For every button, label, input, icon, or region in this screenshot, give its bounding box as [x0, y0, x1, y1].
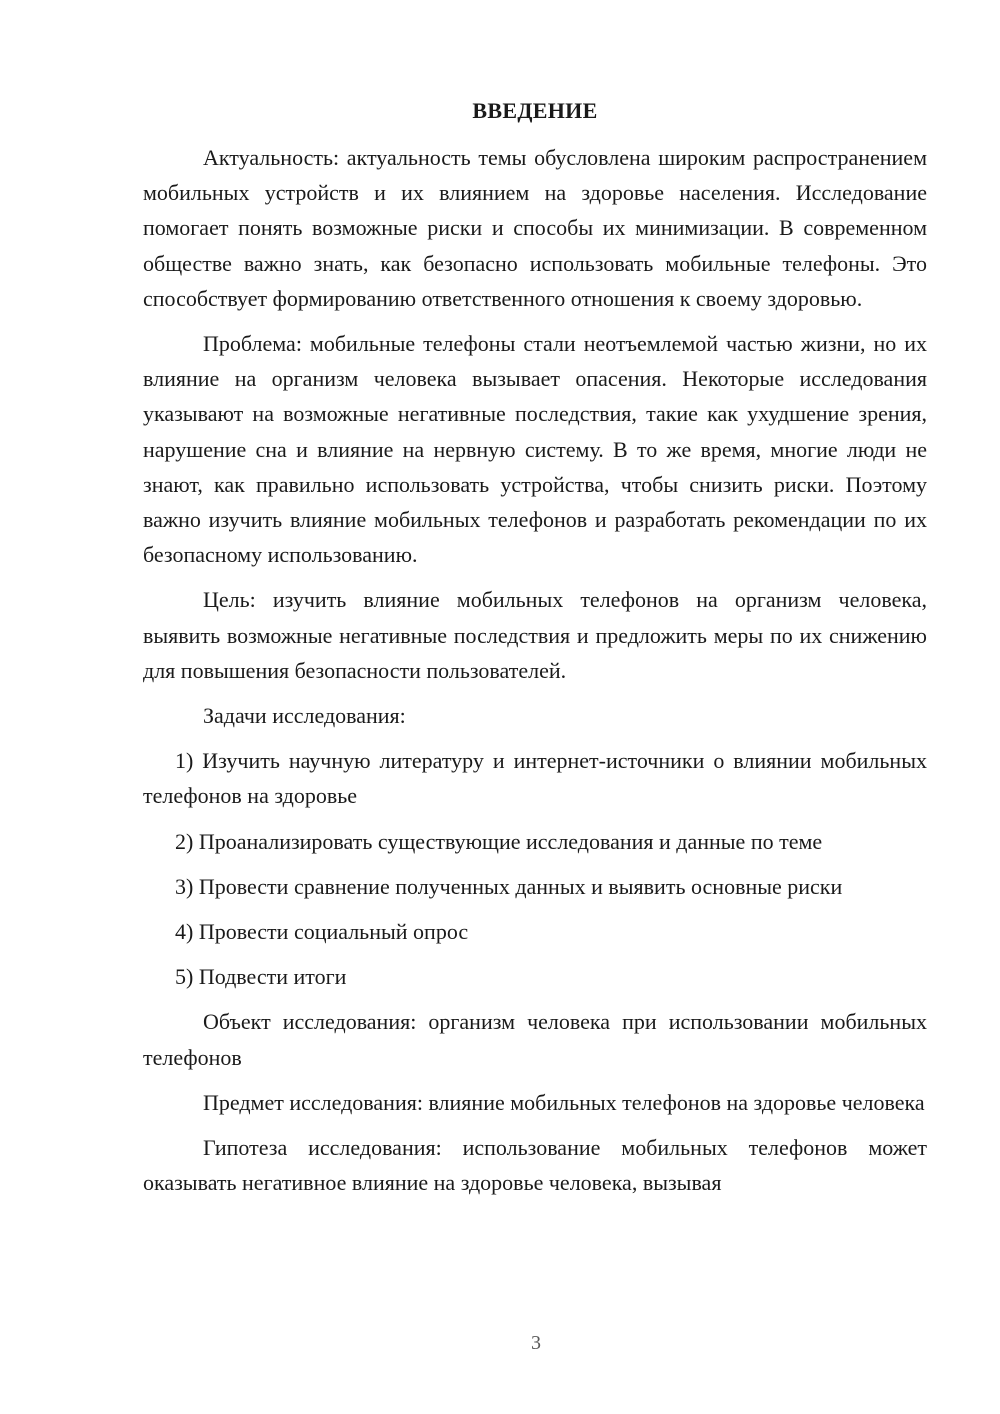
paragraph-hypothesis: Гипотеза исследования: использование мобильных телефонов может оказывать негативное влияние на здоровье человека, вызывая	[143, 1135, 927, 1196]
task-item-3: 3) Провести сравнение полученных данных и выявить основные риски	[175, 873, 843, 899]
tasks-title: Задачи исследования:	[203, 703, 406, 729]
paragraph-object: Объект исследования: организм человека при использовании мобильных телефонов	[143, 1009, 927, 1070]
page-content	[143, 92, 927, 1210]
task-item-1: 1) Изучить научную литературу и интернет-источники о влиянии мобильных телефонов на здоровье	[143, 748, 927, 809]
paragraph-relevance: Актуальность: актуальность темы обусловлена широким распространением мобильных устройств и их влиянием на здоровье населения. Исследование помогает понять возможные риски и способы их минимизации. В современном обществе важно знать, как безопасно использовать мобильные телефоны. Это способствует формированию ответственного отношения к своему здоровью.	[143, 145, 927, 311]
paragraph-goal: Цель: изучить влияние мобильных телефонов на организм человека, выявить возможные негативные последствия и предложить меры по их снижению для повышения безопасности пользователей.	[143, 587, 927, 683]
task-item-2: 2) Проанализировать существующие исследования и данные по теме	[175, 828, 823, 854]
paragraph-subject: Предмет исследования: влияние мобильных телефонов на здоровье человека	[203, 1089, 925, 1115]
page-number: 3	[531, 1332, 541, 1354]
task-item-4: 4) Провести социальный опрос	[175, 919, 469, 945]
page-title: ВВЕДЕНИЕ	[472, 98, 598, 123]
paragraph-problem: Проблема: мобильные телефоны стали неотъемлемой частью жизни, но их влияние на организм человека вызывает опасения. Некоторые исследования указывают на возможные негативные последствия, такие как ухудшение зрения, нарушение сна и влияние на нервную систему. В то же время, многие люди не знают, как правильно использовать устройства, чтобы снизить риски. Поэтому важно изучить влияние мобильных телефонов и разработать рекомендации по их безопасному использованию.	[143, 331, 927, 568]
task-item-5: 5) Подвести итоги	[175, 964, 347, 990]
